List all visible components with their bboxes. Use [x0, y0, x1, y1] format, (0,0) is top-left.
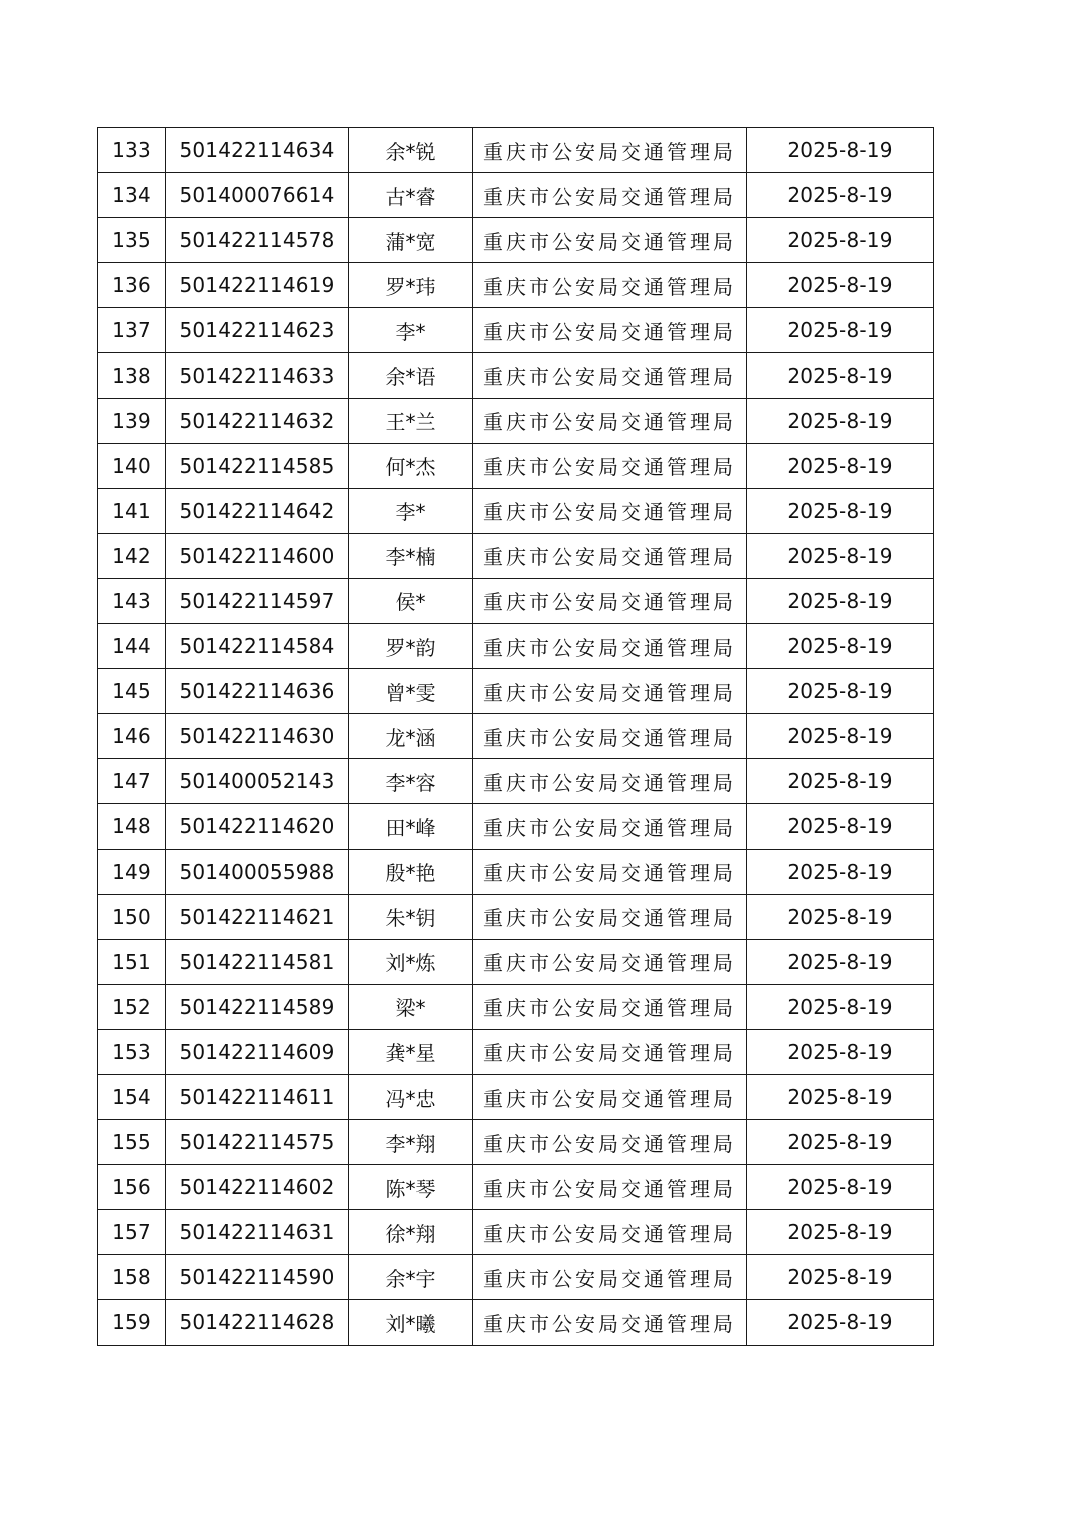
issue-date-cell: 2025-8-19 — [747, 624, 934, 669]
person-name-cell: 刘*炼 — [349, 939, 473, 984]
issuing-authority-cell: 重庆市公安局交通管理局 — [473, 128, 747, 173]
table-row — [98, 128, 934, 173]
certificate-number-cell: 501422114634 — [166, 128, 349, 173]
issue-date-cell: 2025-8-19 — [747, 984, 934, 1029]
table-row — [98, 308, 934, 353]
row-number-cell: 140 — [98, 443, 166, 488]
issue-date-cell: 2025-8-19 — [747, 1210, 934, 1255]
issuing-authority-cell: 重庆市公安局交通管理局 — [473, 1255, 747, 1300]
table-row — [98, 1255, 934, 1300]
certificate-number-cell: 501422114589 — [166, 984, 349, 1029]
issue-date-cell: 2025-8-19 — [747, 1120, 934, 1165]
issuing-authority-cell: 重庆市公安局交通管理局 — [473, 714, 747, 759]
table-row — [98, 939, 934, 984]
certificate-number-cell: 501422114623 — [166, 308, 349, 353]
row-number-cell: 155 — [98, 1120, 166, 1165]
row-number-cell: 156 — [98, 1165, 166, 1210]
table-row — [98, 1074, 934, 1119]
issue-date-cell: 2025-8-19 — [747, 894, 934, 939]
issue-date-cell: 2025-8-19 — [747, 939, 934, 984]
issue-date-cell: 2025-8-19 — [747, 218, 934, 263]
table-row — [98, 1300, 934, 1345]
certificate-number-cell: 501422114620 — [166, 804, 349, 849]
row-number-cell: 144 — [98, 624, 166, 669]
person-name-cell: 李* — [349, 308, 473, 353]
person-name-cell: 殷*艳 — [349, 849, 473, 894]
row-number-cell: 149 — [98, 849, 166, 894]
issuing-authority-cell: 重庆市公安局交通管理局 — [473, 488, 747, 533]
issue-date-cell: 2025-8-19 — [747, 398, 934, 443]
row-number-cell: 147 — [98, 759, 166, 804]
issuing-authority-cell: 重庆市公安局交通管理局 — [473, 173, 747, 218]
table-row — [98, 263, 934, 308]
person-name-cell: 古*睿 — [349, 173, 473, 218]
issue-date-cell: 2025-8-19 — [747, 443, 934, 488]
certificate-number-cell: 501422114578 — [166, 218, 349, 263]
issue-date-cell: 2025-8-19 — [747, 488, 934, 533]
certificate-number-cell: 501422114636 — [166, 669, 349, 714]
table-row — [98, 218, 934, 263]
certificate-number-cell: 501422114581 — [166, 939, 349, 984]
person-name-cell: 徐*翔 — [349, 1210, 473, 1255]
table-row — [98, 984, 934, 1029]
issuing-authority-cell: 重庆市公安局交通管理局 — [473, 894, 747, 939]
issuing-authority-cell: 重庆市公安局交通管理局 — [473, 1074, 747, 1119]
row-number-cell: 142 — [98, 533, 166, 578]
issuing-authority-cell: 重庆市公安局交通管理局 — [473, 624, 747, 669]
table-row — [98, 759, 934, 804]
row-number-cell: 158 — [98, 1255, 166, 1300]
person-name-cell: 余*语 — [349, 353, 473, 398]
issue-date-cell: 2025-8-19 — [747, 714, 934, 759]
table-row — [98, 624, 934, 669]
issue-date-cell: 2025-8-19 — [747, 353, 934, 398]
person-name-cell: 朱*钥 — [349, 894, 473, 939]
person-name-cell: 罗*韵 — [349, 624, 473, 669]
issue-date-cell: 2025-8-19 — [747, 1165, 934, 1210]
person-name-cell: 冯*忠 — [349, 1074, 473, 1119]
records-table — [97, 127, 934, 1346]
person-name-cell: 李*楠 — [349, 533, 473, 578]
row-number-cell: 141 — [98, 488, 166, 533]
row-number-cell: 145 — [98, 669, 166, 714]
person-name-cell: 余*宇 — [349, 1255, 473, 1300]
certificate-number-cell: 501422114632 — [166, 398, 349, 443]
person-name-cell: 刘*曦 — [349, 1300, 473, 1345]
table-row — [98, 669, 934, 714]
issuing-authority-cell: 重庆市公安局交通管理局 — [473, 263, 747, 308]
table-row — [98, 353, 934, 398]
records-table-body — [98, 128, 934, 1346]
certificate-number-cell: 501422114619 — [166, 263, 349, 308]
certificate-number-cell: 501422114642 — [166, 488, 349, 533]
issue-date-cell: 2025-8-19 — [747, 263, 934, 308]
table-row — [98, 533, 934, 578]
certificate-number-cell: 501422114590 — [166, 1255, 349, 1300]
certificate-number-cell: 501400055988 — [166, 849, 349, 894]
row-number-cell: 135 — [98, 218, 166, 263]
issuing-authority-cell: 重庆市公安局交通管理局 — [473, 1165, 747, 1210]
row-number-cell: 148 — [98, 804, 166, 849]
person-name-cell: 侯* — [349, 578, 473, 623]
issue-date-cell: 2025-8-19 — [747, 1074, 934, 1119]
table-row — [98, 894, 934, 939]
row-number-cell: 139 — [98, 398, 166, 443]
row-number-cell: 146 — [98, 714, 166, 759]
row-number-cell: 136 — [98, 263, 166, 308]
issuing-authority-cell: 重庆市公安局交通管理局 — [473, 1300, 747, 1345]
table-row — [98, 714, 934, 759]
table-row — [98, 578, 934, 623]
row-number-cell: 152 — [98, 984, 166, 1029]
person-name-cell: 陈*琴 — [349, 1165, 473, 1210]
row-number-cell: 138 — [98, 353, 166, 398]
table-row — [98, 1029, 934, 1074]
person-name-cell: 罗*玮 — [349, 263, 473, 308]
issuing-authority-cell: 重庆市公安局交通管理局 — [473, 1210, 747, 1255]
person-name-cell: 李*翔 — [349, 1120, 473, 1165]
certificate-number-cell: 501422114602 — [166, 1165, 349, 1210]
table-row — [98, 1165, 934, 1210]
issue-date-cell: 2025-8-19 — [747, 804, 934, 849]
table-row — [98, 804, 934, 849]
issuing-authority-cell: 重庆市公安局交通管理局 — [473, 218, 747, 263]
row-number-cell: 154 — [98, 1074, 166, 1119]
issuing-authority-cell: 重庆市公安局交通管理局 — [473, 984, 747, 1029]
certificate-number-cell: 501422114575 — [166, 1120, 349, 1165]
table-row — [98, 443, 934, 488]
person-name-cell: 龙*涵 — [349, 714, 473, 759]
issuing-authority-cell: 重庆市公安局交通管理局 — [473, 308, 747, 353]
issuing-authority-cell: 重庆市公安局交通管理局 — [473, 578, 747, 623]
row-number-cell: 157 — [98, 1210, 166, 1255]
issuing-authority-cell: 重庆市公安局交通管理局 — [473, 759, 747, 804]
certificate-number-cell: 501422114600 — [166, 533, 349, 578]
issuing-authority-cell: 重庆市公安局交通管理局 — [473, 849, 747, 894]
issue-date-cell: 2025-8-19 — [747, 533, 934, 578]
row-number-cell: 143 — [98, 578, 166, 623]
issuing-authority-cell: 重庆市公安局交通管理局 — [473, 1120, 747, 1165]
issuing-authority-cell: 重庆市公安局交通管理局 — [473, 669, 747, 714]
table-row — [98, 1120, 934, 1165]
table-row — [98, 1210, 934, 1255]
issue-date-cell: 2025-8-19 — [747, 1029, 934, 1074]
person-name-cell: 何*杰 — [349, 443, 473, 488]
certificate-number-cell: 501422114585 — [166, 443, 349, 488]
issue-date-cell: 2025-8-19 — [747, 578, 934, 623]
issue-date-cell: 2025-8-19 — [747, 1255, 934, 1300]
certificate-number-cell: 501422114630 — [166, 714, 349, 759]
certificate-number-cell: 501422114597 — [166, 578, 349, 623]
table-row — [98, 488, 934, 533]
issuing-authority-cell: 重庆市公安局交通管理局 — [473, 939, 747, 984]
row-number-cell: 133 — [98, 128, 166, 173]
certificate-number-cell: 501422114631 — [166, 1210, 349, 1255]
issue-date-cell: 2025-8-19 — [747, 1300, 934, 1345]
person-name-cell: 李*容 — [349, 759, 473, 804]
issue-date-cell: 2025-8-19 — [747, 849, 934, 894]
certificate-number-cell: 501422114584 — [166, 624, 349, 669]
row-number-cell: 150 — [98, 894, 166, 939]
issue-date-cell: 2025-8-19 — [747, 759, 934, 804]
certificate-number-cell: 501422114633 — [166, 353, 349, 398]
certificate-number-cell: 501422114611 — [166, 1074, 349, 1119]
table-row — [98, 849, 934, 894]
issue-date-cell: 2025-8-19 — [747, 308, 934, 353]
certificate-number-cell: 501422114609 — [166, 1029, 349, 1074]
row-number-cell: 134 — [98, 173, 166, 218]
person-name-cell: 龚*星 — [349, 1029, 473, 1074]
row-number-cell: 159 — [98, 1300, 166, 1345]
person-name-cell: 田*峰 — [349, 804, 473, 849]
person-name-cell: 余*锐 — [349, 128, 473, 173]
person-name-cell: 曾*雯 — [349, 669, 473, 714]
certificate-number-cell: 501422114621 — [166, 894, 349, 939]
issuing-authority-cell: 重庆市公安局交通管理局 — [473, 1029, 747, 1074]
row-number-cell: 151 — [98, 939, 166, 984]
person-name-cell: 蒲*宽 — [349, 218, 473, 263]
row-number-cell: 153 — [98, 1029, 166, 1074]
issue-date-cell: 2025-8-19 — [747, 173, 934, 218]
person-name-cell: 李* — [349, 488, 473, 533]
certificate-number-cell: 501400052143 — [166, 759, 349, 804]
person-name-cell: 王*兰 — [349, 398, 473, 443]
table-row — [98, 173, 934, 218]
issuing-authority-cell: 重庆市公安局交通管理局 — [473, 398, 747, 443]
person-name-cell: 梁* — [349, 984, 473, 1029]
issue-date-cell: 2025-8-19 — [747, 128, 934, 173]
table-row — [98, 398, 934, 443]
issuing-authority-cell: 重庆市公安局交通管理局 — [473, 533, 747, 578]
certificate-number-cell: 501400076614 — [166, 173, 349, 218]
row-number-cell: 137 — [98, 308, 166, 353]
issue-date-cell: 2025-8-19 — [747, 669, 934, 714]
certificate-number-cell: 501422114628 — [166, 1300, 349, 1345]
issuing-authority-cell: 重庆市公安局交通管理局 — [473, 353, 747, 398]
issuing-authority-cell: 重庆市公安局交通管理局 — [473, 443, 747, 488]
issuing-authority-cell: 重庆市公安局交通管理局 — [473, 804, 747, 849]
